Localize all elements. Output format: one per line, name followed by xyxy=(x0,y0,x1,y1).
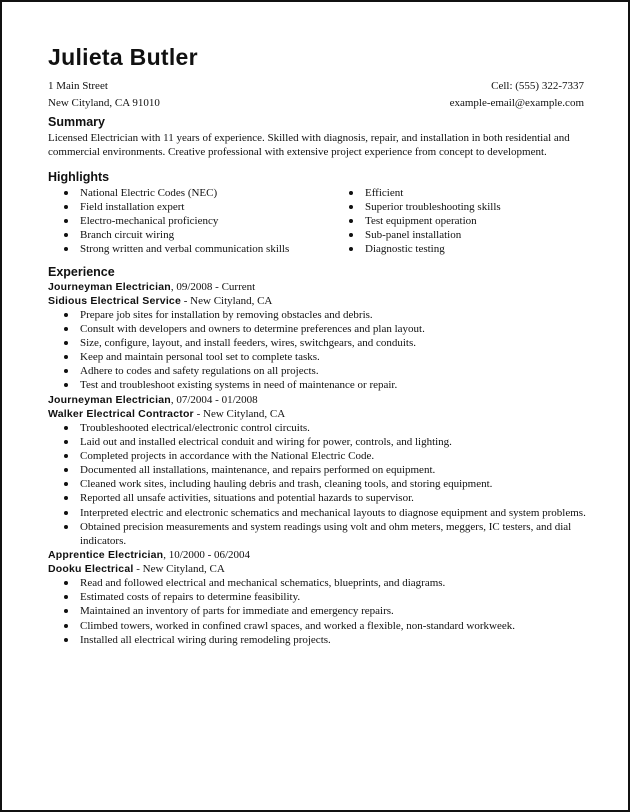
job-duties xyxy=(48,308,588,393)
job-dates: , 09/2008 - Current xyxy=(170,280,256,293)
duty-item: Documented all installations, maintenance, and repairs performed on equipment. xyxy=(48,463,588,477)
duty-item: Size, configure, layout, and install feeders, wires, switchgears, and conduits. xyxy=(48,336,588,350)
company-location: - New Cityland, CA xyxy=(133,563,225,576)
company-location: - New Cityland, CA xyxy=(193,407,286,420)
experience-heading: Experience xyxy=(48,264,115,279)
job-company xyxy=(48,562,588,576)
duty-item: Adhere to codes and safety regulations on all projects. xyxy=(48,364,588,378)
job-duties xyxy=(48,421,588,548)
highlight-item: Branch circuit wiring xyxy=(48,228,333,242)
highlights-list xyxy=(48,186,588,257)
resume-content xyxy=(48,115,588,647)
company-location: - New Cityland, CA xyxy=(181,294,273,307)
candidate-name: Julieta Butler xyxy=(48,44,198,70)
highlights-heading: Highlights xyxy=(48,169,110,184)
duty-item: Consult with developers and owners to determine preferences and plan layout. xyxy=(48,322,588,336)
duty-item: Test and troubleshoot existing systems in need of maintenance or repair. xyxy=(48,378,588,392)
duty-item: Prepare job sites for installation by removing obstacles and debris. xyxy=(48,308,588,322)
job-dates: , 10/2000 - 06/2004 xyxy=(163,548,251,561)
summary-heading: Summary xyxy=(48,115,105,129)
company-name: Walker Electrical Contractor xyxy=(48,407,194,420)
job-dates: , 07/2004 - 01/2008 xyxy=(170,393,258,406)
duty-item: Installed all electrical wiring during remodeling projects. xyxy=(48,633,588,647)
highlight-item: Electro-mechanical proficiency xyxy=(48,214,333,228)
highlight-item: National Electric Codes (NEC) xyxy=(48,186,333,200)
job-entry xyxy=(48,280,588,393)
contact-block xyxy=(450,78,584,112)
company-name: Dooku Electrical xyxy=(48,563,134,576)
duty-item: Cleaned work sites, including hauling debris and trash, cleaning tools, and storing equipment. xyxy=(48,477,588,491)
address-line-1: 1 Main Street xyxy=(48,80,108,92)
cell-phone: Cell: (555) 322-7337 xyxy=(491,80,584,92)
highlight-item: Test equipment operation xyxy=(333,214,501,228)
address-line-2: New Cityland, CA 91010 xyxy=(48,97,160,109)
job-entry xyxy=(48,393,588,548)
highlight-item: Strong written and verbal communication skills xyxy=(48,242,333,256)
email-address: example-email@example.com xyxy=(449,97,584,109)
highlights-left-column xyxy=(48,186,333,257)
duty-item: Completed projects in accordance with the National Electric Code. xyxy=(48,449,588,463)
job-title xyxy=(48,280,588,294)
job-entry xyxy=(48,548,588,647)
highlight-item: Sub-panel installation xyxy=(333,228,501,242)
duty-item: Read and followed electrical and mechanical schematics, blueprints, and diagrams. xyxy=(48,576,588,590)
address-block xyxy=(48,78,160,112)
company-name: Sidious Electrical Service xyxy=(48,294,182,307)
duty-item: Keep and maintain personal tool set to complete tasks. xyxy=(48,350,588,364)
job-company xyxy=(48,294,588,308)
job-duties xyxy=(48,576,588,646)
job-company xyxy=(48,407,588,421)
duty-item: Maintained an inventory of parts for immediate and emergency repairs. xyxy=(48,604,588,618)
duty-item: Interpreted electric and electronic schematics and mechanical layouts to diagnose equipment and system problems. xyxy=(48,506,588,520)
duty-item: Obtained precision measurements and system readings using volt and ohm meters, meggers, IC testers, and dial indicators. xyxy=(48,520,588,548)
duty-item: Estimated costs of repairs to determine feasibility. xyxy=(48,590,588,604)
summary-text: Licensed Electrician with 11 years of experience. Skilled with diagnosis, repair, and installation in both residential and commercial environments. Creative professional with extensive project experience from concept to development. xyxy=(48,132,570,159)
duty-item: Climbed towers, worked in confined crawl spaces, and worked a flexible, non-standard workweek. xyxy=(48,619,588,633)
job-title xyxy=(48,393,588,407)
highlight-item: Diagnostic testing xyxy=(333,242,501,256)
highlights-right-column xyxy=(333,186,501,257)
job-role: Journeyman Electrician xyxy=(48,280,171,293)
job-title xyxy=(48,548,588,562)
duty-item: Troubleshooted electrical/electronic control circuits. xyxy=(48,421,588,435)
highlight-item: Field installation expert xyxy=(48,200,333,214)
job-role: Journeyman Electrician xyxy=(48,393,171,406)
duty-item: Laid out and installed electrical conduit and wiring for power, controls, and lighting. xyxy=(48,435,588,449)
duty-item: Reported all unsafe activities, situations and potential hazards to supervisor. xyxy=(48,491,588,505)
highlight-item: Efficient xyxy=(333,186,501,200)
highlight-item: Superior troubleshooting skills xyxy=(333,200,501,214)
job-role: Apprentice Electrician xyxy=(48,548,164,561)
